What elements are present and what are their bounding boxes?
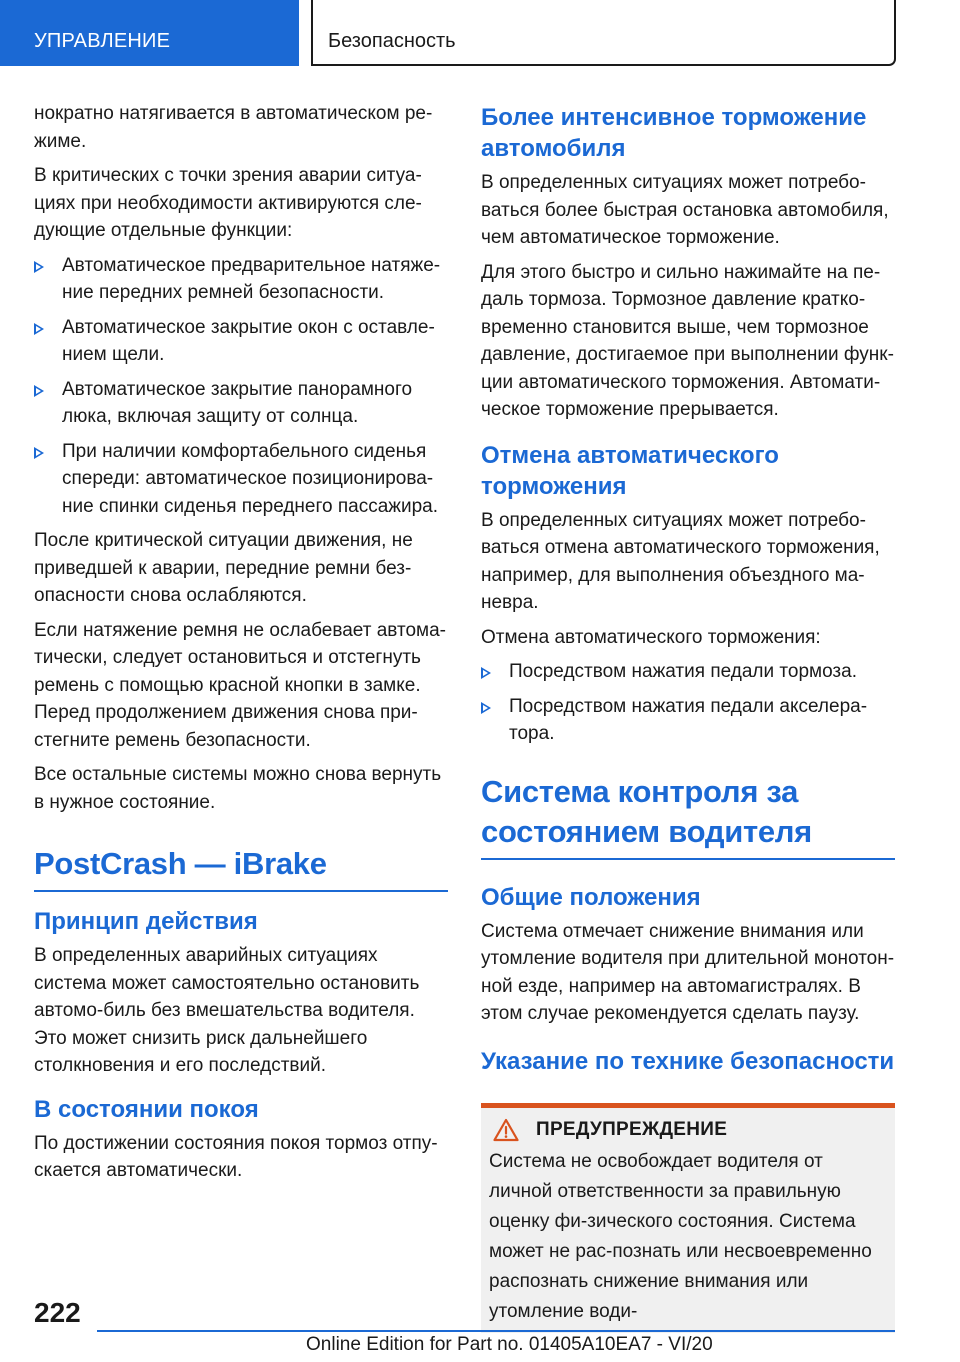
postcrash-section-title: PostCrash — iBrake — [34, 844, 448, 892]
intro-paragraph: нократно натягивается в автоматическом ре-жиме. — [34, 103, 433, 152]
list-item — [34, 376, 448, 431]
cancel-options-list — [481, 658, 895, 748]
principle-paragraph: В определенных аварийных ситуациях система может самостоятельно остановить автомо-биль без вмешательства водителя. Это может снизить риск дальнейшего столкновения и его последствий. — [34, 945, 420, 1076]
driver-monitoring-section-title: Система контроля за состоянием водителя — [481, 772, 895, 860]
function-list — [34, 252, 448, 521]
triangle-bullet-icon — [481, 702, 491, 714]
intensive-braking-heading: Более интенсивное торможение автомобиля — [481, 104, 867, 162]
list-item — [34, 252, 448, 307]
general-paragraph: Система отмечает снижение внимания или утомление водителя при длительной монотон-ной езде, например на автомагистралях. В этом случае рекомендуется сделать паузу. — [481, 920, 895, 1024]
rest-state-heading: В состоянии покоя — [34, 1095, 259, 1123]
rest-state-paragraph: По достижении состояния покоя тормоз отпу-скается автоматически. — [34, 1132, 438, 1181]
list-item — [34, 438, 448, 521]
intensive-braking-paragraph-2: Для этого быстро и сильно нажимайте на пе-даль тормоза. Тормозное давление кратко-временно становится выше, чем тормозное давление, достигаемое при выполнении функ-ции автоматического торможения. Автомати-ческое торможение прерывается. — [481, 261, 894, 420]
triangle-bullet-icon — [34, 385, 44, 397]
left-column — [34, 100, 448, 1192]
chapter-title: Безопасность — [311, 0, 896, 66]
warning-box — [481, 1103, 895, 1333]
section-tab: УПРАВЛЕНИЕ — [0, 0, 299, 66]
belt-release-paragraph: Если натяжение ремня не ослабевает автома-тически, следует остановиться и отстегнуть ремень с помощью красной кнопки в замке. Перед продолжением движения снова при-стегните ремень безопасности. — [34, 619, 446, 751]
warning-triangle-icon — [493, 1118, 519, 1142]
edition-footer-text: Online Edition for Part no. 01405A10EA7 - VI/20 — [306, 1334, 713, 1355]
warning-text: Система не освобождает водителя от личной ответственности за правильную оценку фи-зического состояния. Система может не рас-познать или несвоевременно распознать снижение внимания или утомление води- — [489, 1150, 872, 1322]
restore-systems-paragraph: Все остальные системы можно снова вернуть в нужное состояние. — [34, 764, 442, 813]
cancel-braking-heading: Отмена автоматического торможения — [481, 441, 779, 500]
list-item-text: Посредством нажатия педали акселера-тора. — [509, 695, 868, 744]
triangle-bullet-icon — [34, 447, 44, 459]
page-header — [0, 0, 960, 66]
page-number: 222 — [34, 1297, 81, 1328]
list-item — [34, 314, 448, 369]
warning-title: ПРЕДУПРЕЖДЕНИЕ — [536, 1118, 728, 1140]
right-column — [481, 100, 895, 1333]
safety-heading: Указание по технике безопасности — [481, 1047, 895, 1075]
list-item-text: Автоматическое закрытие панорамного люка, включая защиту от солнца. — [62, 378, 413, 427]
footer-divider — [97, 1330, 895, 1332]
cancel-braking-paragraph: В определенных ситуациях может потребо-ваться отмена автоматического торможения, например, для выполнения объездного ма-невра. — [481, 509, 880, 613]
triangle-bullet-icon — [34, 323, 44, 335]
principle-heading: Принцип действия — [34, 908, 258, 935]
list-item-text: Посредством нажатия педали тормоза. — [509, 661, 857, 682]
general-heading: Общие положения — [481, 883, 701, 911]
triangle-bullet-icon — [34, 261, 44, 273]
intensive-braking-paragraph-1: В определенных ситуациях может потребо-ваться более быстрая остановка автомобиля, чем автоматическое торможение. — [481, 172, 889, 248]
triangle-bullet-icon — [481, 667, 491, 679]
list-item-text: При наличии комфортабельного сиденья спереди: автоматическое позиционирова-ние спинки сиденья переднего пассажира. — [62, 440, 439, 517]
list-item-text: Автоматическое предварительное натяже-ние передних ремней безопасности. — [62, 254, 441, 303]
list-item-text: Автоматическое закрытие окон с оставле-нием щели. — [62, 316, 435, 365]
after-critical-paragraph: После критической ситуации движения, не приведшей к аварии, передние ремни без-опасности снова ослабляются. — [34, 530, 413, 606]
list-item — [481, 693, 895, 748]
list-item — [481, 658, 895, 686]
cancel-list-intro: Отмена автоматического торможения: — [481, 626, 821, 648]
critical-situation-paragraph: В критических с точки зрения аварии ситуа-циях при необходимости активируются сле-дующие отдельные функции: — [34, 165, 422, 241]
warning-header — [489, 1118, 887, 1142]
